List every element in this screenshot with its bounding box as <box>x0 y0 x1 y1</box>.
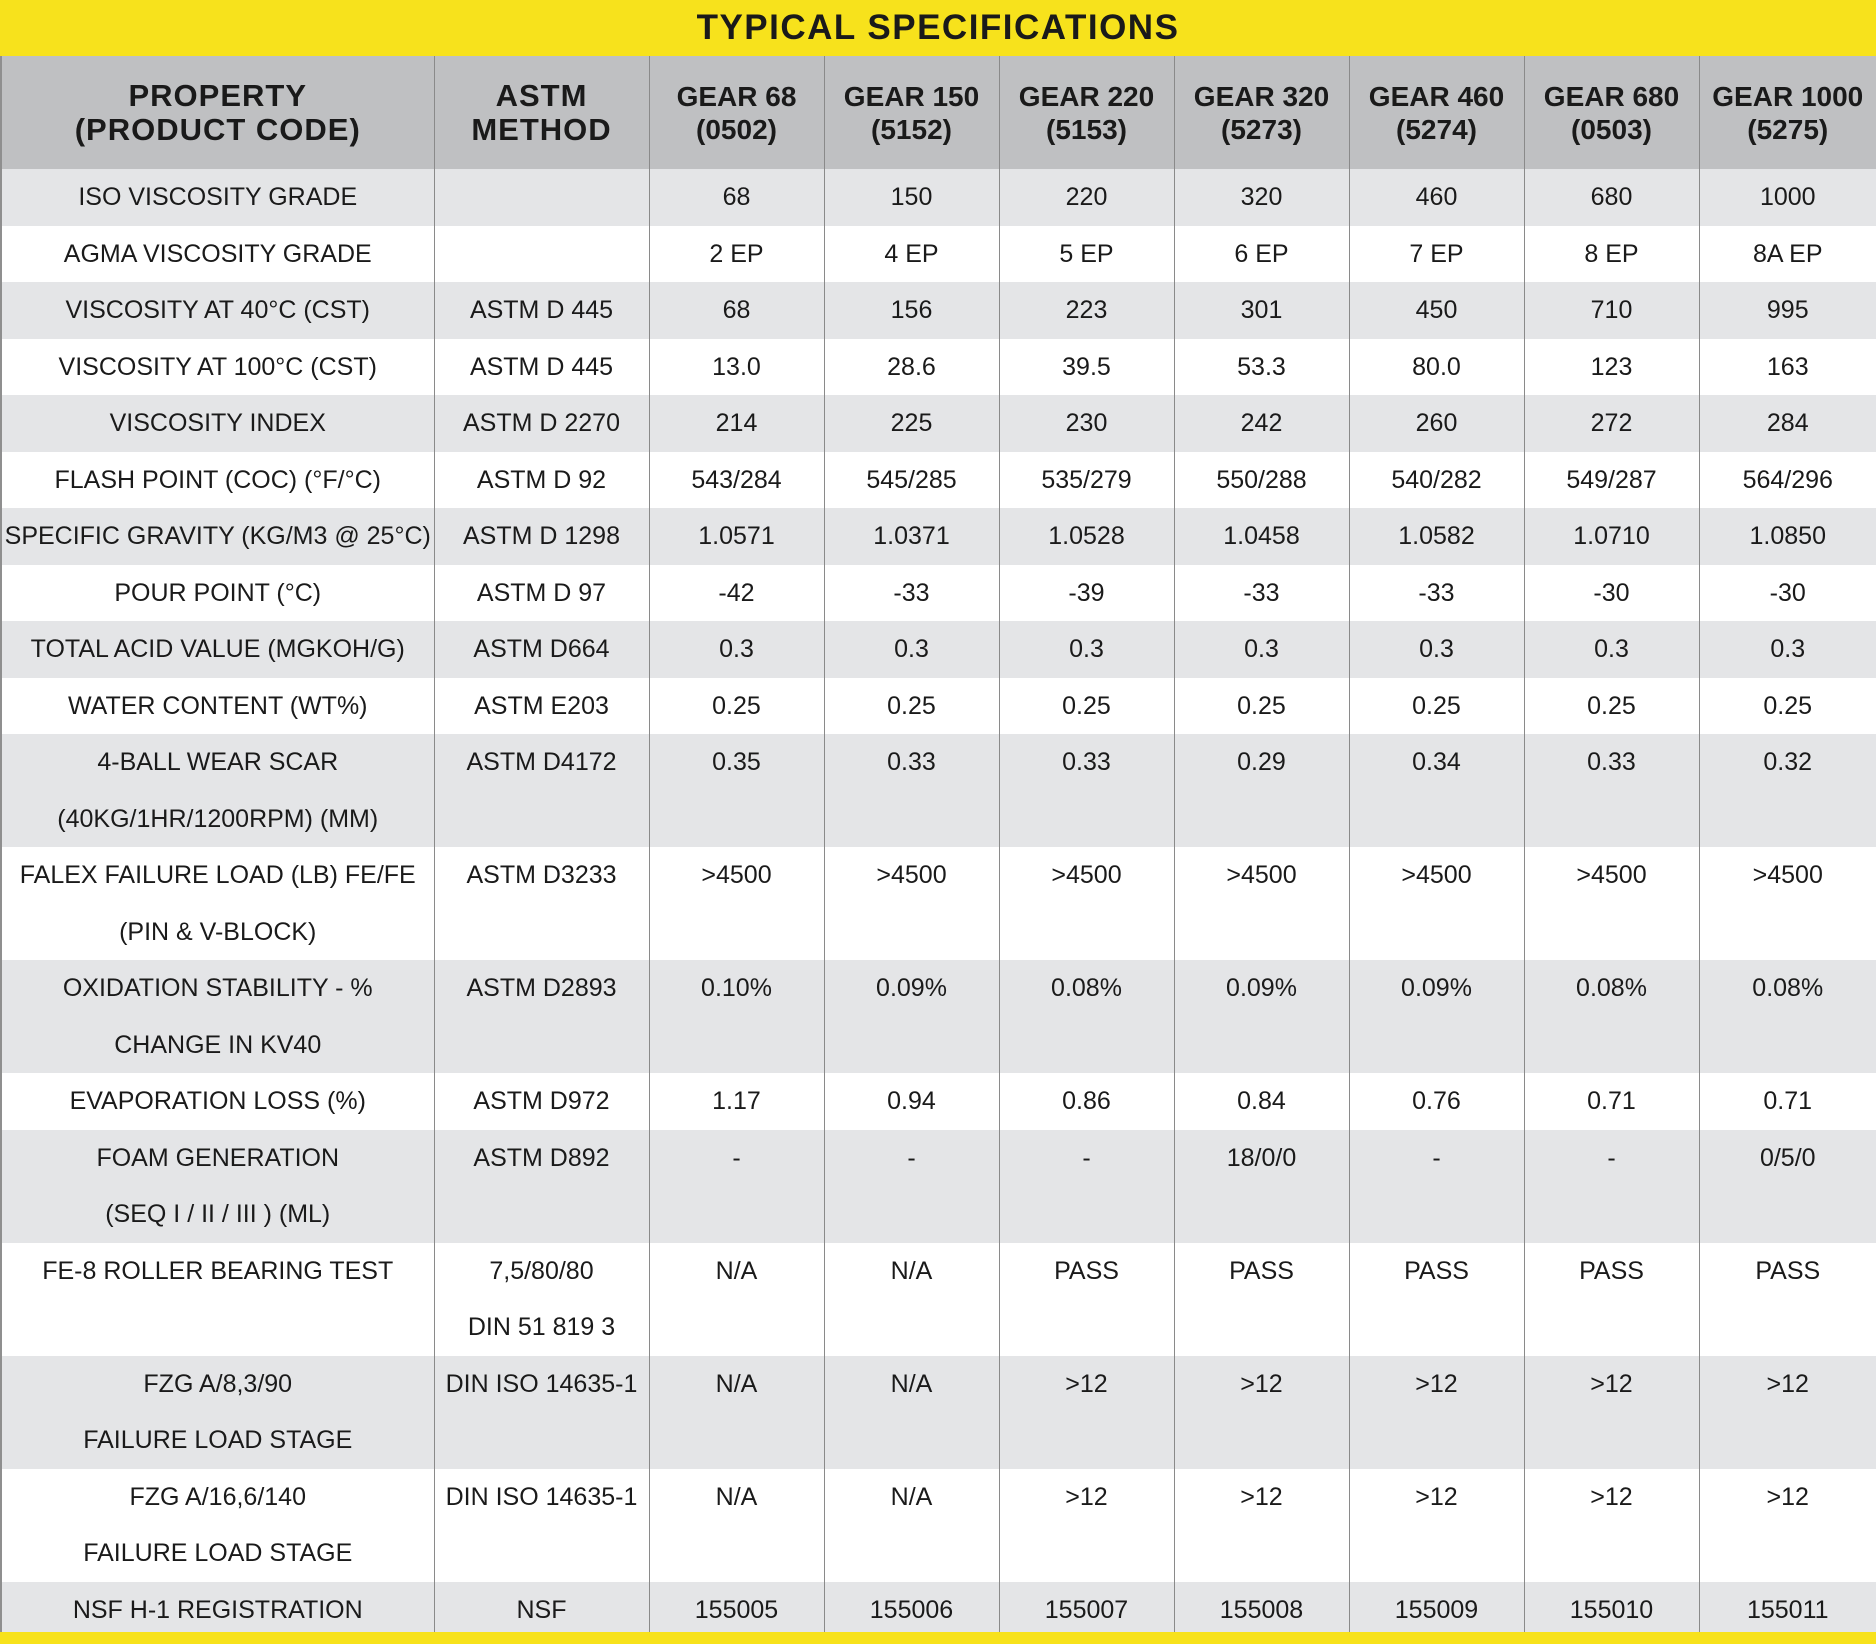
property-cell-line: (40KG/1HR/1200RPM) (MM) <box>57 804 379 833</box>
method-cell <box>434 960 649 1073</box>
method-cell-line: ASTM D 92 <box>476 465 607 494</box>
method-cell-line: ASTM E203 <box>474 691 609 720</box>
value-cell: - <box>1349 1130 1524 1243</box>
header-line: (0502) <box>696 113 777 145</box>
header-line: GEAR 220 <box>1018 80 1155 112</box>
value-cell: -33 <box>1174 565 1349 622</box>
value-cell: 1.0458 <box>1174 508 1349 565</box>
value-cell: N/A <box>649 1469 824 1582</box>
value-cell: >4500 <box>1524 847 1699 960</box>
value-cell: N/A <box>824 1469 999 1582</box>
value-cell: 550/288 <box>1174 452 1349 509</box>
method-cell <box>434 1469 649 1582</box>
value-cell: 1.0571 <box>649 508 824 565</box>
value-cell: >12 <box>1524 1356 1699 1469</box>
value-cell: 1.0528 <box>999 508 1174 565</box>
value-cell: 230 <box>999 395 1174 452</box>
value-cell: 0.09% <box>1174 960 1349 1073</box>
title-bar <box>0 0 1876 56</box>
property-cell-line: FZG A/8,3/90 <box>143 1369 293 1398</box>
header-line: (PRODUCT CODE) <box>74 111 361 147</box>
property-cell <box>1 734 434 847</box>
table-row <box>1 960 1876 1073</box>
value-cell: 0.33 <box>824 734 999 847</box>
property-cell-line: VISCOSITY AT 100°C (CST) <box>58 352 377 381</box>
property-cell-line: FALEX FAILURE LOAD (LB) FE/FE <box>19 861 416 889</box>
table-row <box>1 282 1876 339</box>
value-cell: 0.3 <box>1349 621 1524 678</box>
spec-table <box>0 56 1876 1638</box>
value-cell: >4500 <box>649 847 824 960</box>
value-cell: 535/279 <box>999 452 1174 509</box>
value-cell: 0.25 <box>1524 678 1699 735</box>
value-cell: >4500 <box>1699 847 1876 960</box>
value-cell: 0.09% <box>1349 960 1524 1073</box>
value-cell: PASS <box>1699 1243 1876 1356</box>
method-cell-line: DIN ISO 14635-1 <box>445 1482 638 1511</box>
value-cell: >12 <box>1699 1356 1876 1469</box>
value-cell: 0.3 <box>649 621 824 678</box>
property-cell-line: CHANGE IN KV40 <box>114 1030 322 1059</box>
property-cell-line: VISCOSITY INDEX <box>109 409 326 437</box>
value-cell: 284 <box>1699 395 1876 452</box>
header-line: (5273) <box>1221 113 1302 145</box>
value-cell: 150 <box>824 169 999 226</box>
value-cell: 0.25 <box>1174 678 1349 735</box>
value-cell: >4500 <box>1174 847 1349 960</box>
value-cell: 53.3 <box>1174 339 1349 396</box>
value-cell: 39.5 <box>999 339 1174 396</box>
value-cell: -33 <box>1349 565 1524 622</box>
method-cell <box>434 734 649 847</box>
method-cell <box>434 226 649 283</box>
value-cell: - <box>649 1130 824 1243</box>
value-cell: >12 <box>1174 1356 1349 1469</box>
header-line: (0503) <box>1571 113 1652 145</box>
property-cell <box>1 621 434 678</box>
method-cell-line: 7,5/80/80 <box>489 1256 594 1285</box>
table-row <box>1 1243 1876 1356</box>
value-cell: 8A EP <box>1699 226 1876 283</box>
property-cell <box>1 282 434 339</box>
method-cell <box>434 1073 649 1130</box>
value-cell: 220 <box>999 169 1174 226</box>
value-cell: 155011 <box>1699 1582 1876 1639</box>
value-cell: - <box>1524 1130 1699 1243</box>
property-cell-line: FAILURE LOAD STAGE <box>83 1426 353 1454</box>
value-cell: 5 EP <box>999 226 1174 283</box>
value-cell: 214 <box>649 395 824 452</box>
value-cell: N/A <box>824 1243 999 1356</box>
value-cell: 0.25 <box>999 678 1174 735</box>
value-cell: 320 <box>1174 169 1349 226</box>
method-cell-line: ASTM D972 <box>473 1087 610 1115</box>
value-cell: 0.29 <box>1174 734 1349 847</box>
method-cell-line: ASTM D3233 <box>466 861 617 889</box>
method-cell <box>434 452 649 509</box>
value-cell: 0.08% <box>1699 960 1876 1073</box>
value-cell: >12 <box>1349 1469 1524 1582</box>
value-cell: >4500 <box>824 847 999 960</box>
method-cell <box>434 1130 649 1243</box>
property-cell-line: NSF H-1 REGISTRATION <box>72 1595 363 1624</box>
property-cell-line: VISCOSITY AT 40°C (CST) <box>65 296 371 324</box>
value-cell: 155006 <box>824 1582 999 1639</box>
table-row <box>1 621 1876 678</box>
value-cell: 0.32 <box>1699 734 1876 847</box>
table-row <box>1 508 1876 565</box>
value-cell: >12 <box>999 1469 1174 1582</box>
value-cell: 995 <box>1699 282 1876 339</box>
value-cell: 1.0710 <box>1524 508 1699 565</box>
value-cell: 549/287 <box>1524 452 1699 509</box>
value-cell: 564/296 <box>1699 452 1876 509</box>
value-cell: - <box>824 1130 999 1243</box>
property-cell-line: SPECIFIC GRAVITY (KG/M3 @ 25°C) <box>4 522 431 550</box>
property-cell <box>1 1073 434 1130</box>
value-cell: 460 <box>1349 169 1524 226</box>
value-cell: 260 <box>1349 395 1524 452</box>
method-cell-line: ASTM D2893 <box>466 974 617 1002</box>
method-cell <box>434 678 649 735</box>
property-cell-line: TOTAL ACID VALUE (MGKOH/G) <box>30 635 405 663</box>
header-gear-5 <box>1349 56 1524 169</box>
value-cell: 0.3 <box>1524 621 1699 678</box>
method-cell-line: ASTM D 97 <box>476 578 607 607</box>
header-line: GEAR 68 <box>676 80 797 112</box>
value-cell: 0.25 <box>1699 678 1876 735</box>
value-cell: 155009 <box>1349 1582 1524 1639</box>
value-cell: 543/284 <box>649 452 824 509</box>
method-cell-line: ASTM D 445 <box>469 296 614 324</box>
value-cell: 450 <box>1349 282 1524 339</box>
value-cell: 1.0850 <box>1699 508 1876 565</box>
property-cell <box>1 339 434 396</box>
property-cell-line: POUR POINT (°C) <box>114 578 322 607</box>
method-cell <box>434 1243 649 1356</box>
value-cell: 0.34 <box>1349 734 1524 847</box>
property-cell-line: AGMA VISCOSITY GRADE <box>63 239 372 268</box>
header-line: (5274) <box>1396 113 1477 145</box>
property-cell <box>1 678 434 735</box>
table-row <box>1 565 1876 622</box>
value-cell: 1.17 <box>649 1073 824 1130</box>
value-cell: 0.08% <box>1524 960 1699 1073</box>
value-cell: 13.0 <box>649 339 824 396</box>
value-cell: 0.10% <box>649 960 824 1073</box>
header-line: ASTM <box>495 77 588 113</box>
method-cell-line: NSF <box>516 1595 567 1624</box>
value-cell: 710 <box>1524 282 1699 339</box>
value-cell: 163 <box>1699 339 1876 396</box>
property-cell <box>1 1130 434 1243</box>
property-cell <box>1 1469 434 1582</box>
value-cell: 0.71 <box>1699 1073 1876 1130</box>
property-cell <box>1 960 434 1073</box>
value-cell: 155008 <box>1174 1582 1349 1639</box>
value-cell: 0.3 <box>1699 621 1876 678</box>
property-cell <box>1 169 434 226</box>
table-row <box>1 226 1876 283</box>
value-cell: 272 <box>1524 395 1699 452</box>
value-cell: 155007 <box>999 1582 1174 1639</box>
method-cell <box>434 1582 649 1639</box>
header-line: PROPERTY <box>128 77 308 113</box>
value-cell: 2 EP <box>649 226 824 283</box>
value-cell: 4 EP <box>824 226 999 283</box>
method-cell-line: ASTM D664 <box>473 635 610 663</box>
value-cell: 0.84 <box>1174 1073 1349 1130</box>
property-cell-line: OXIDATION STABILITY - % <box>62 974 373 1002</box>
property-cell <box>1 452 434 509</box>
value-cell: >4500 <box>1349 847 1524 960</box>
value-cell: 68 <box>649 282 824 339</box>
method-cell <box>434 1356 649 1469</box>
value-cell: 1000 <box>1699 169 1876 226</box>
value-cell: - <box>999 1130 1174 1243</box>
value-cell: 0.3 <box>824 621 999 678</box>
value-cell: 545/285 <box>824 452 999 509</box>
value-cell: >12 <box>1349 1356 1524 1469</box>
property-cell-line: 4-BALL WEAR SCAR <box>97 748 339 776</box>
property-cell-line: FZG A/16,6/140 <box>129 1482 306 1511</box>
value-cell: PASS <box>999 1243 1174 1356</box>
header-gear-2 <box>824 56 999 169</box>
table-row <box>1 339 1876 396</box>
header-line: GEAR 1000 <box>1712 80 1864 112</box>
value-cell: 0.3 <box>1174 621 1349 678</box>
header-line: (5153) <box>1046 113 1127 145</box>
value-cell: >12 <box>1524 1469 1699 1582</box>
property-cell <box>1 565 434 622</box>
value-cell: 0.35 <box>649 734 824 847</box>
value-cell: 6 EP <box>1174 226 1349 283</box>
value-cell: PASS <box>1349 1243 1524 1356</box>
header-gear-1 <box>649 56 824 169</box>
value-cell: -39 <box>999 565 1174 622</box>
value-cell: 156 <box>824 282 999 339</box>
property-cell <box>1 1356 434 1469</box>
table-row <box>1 1582 1876 1639</box>
method-cell <box>434 565 649 622</box>
method-cell-line: DIN 51 819 3 <box>467 1313 616 1341</box>
header-method <box>434 56 649 169</box>
property-cell-line: FLASH POINT (COC) (°F/°C) <box>54 465 381 494</box>
value-cell: 223 <box>999 282 1174 339</box>
value-cell: N/A <box>649 1243 824 1356</box>
table-row <box>1 847 1876 960</box>
property-cell-line: EVAPORATION LOSS (%) <box>69 1087 366 1115</box>
header-line: GEAR 680 <box>1543 80 1680 112</box>
page-title: TYPICAL SPECIFICATIONS <box>696 8 1180 47</box>
value-cell: 0.94 <box>824 1073 999 1130</box>
table-row <box>1 1469 1876 1582</box>
property-cell-line: WATER CONTENT (WT%) <box>68 691 368 720</box>
header-property <box>1 56 434 169</box>
property-cell-line: FE-8 ROLLER BEARING TEST <box>42 1256 394 1285</box>
method-cell <box>434 395 649 452</box>
value-cell: 80.0 <box>1349 339 1524 396</box>
table-row <box>1 169 1876 226</box>
value-cell: -33 <box>824 565 999 622</box>
value-cell: 540/282 <box>1349 452 1524 509</box>
value-cell: >4500 <box>999 847 1174 960</box>
table-row <box>1 395 1876 452</box>
value-cell: 0.3 <box>999 621 1174 678</box>
header-line: GEAR 460 <box>1368 80 1505 112</box>
header-line: (5275) <box>1747 113 1829 145</box>
value-cell: -42 <box>649 565 824 622</box>
header-line: GEAR 150 <box>843 80 980 112</box>
value-cell: N/A <box>824 1356 999 1469</box>
method-cell-line: ASTM D4172 <box>466 748 617 776</box>
value-cell: 0.09% <box>824 960 999 1073</box>
value-cell: 0.71 <box>1524 1073 1699 1130</box>
property-cell <box>1 226 434 283</box>
bottom-accent-bar <box>0 1632 1876 1644</box>
method-cell <box>434 169 649 226</box>
table-row <box>1 1073 1876 1130</box>
value-cell: PASS <box>1524 1243 1699 1356</box>
method-cell <box>434 508 649 565</box>
value-cell: 0.76 <box>1349 1073 1524 1130</box>
value-cell: >12 <box>1699 1469 1876 1582</box>
method-cell-line: ASTM D 445 <box>469 352 614 381</box>
value-cell: 0/5/0 <box>1699 1130 1876 1243</box>
value-cell: 0.86 <box>999 1073 1174 1130</box>
table-row <box>1 734 1876 847</box>
value-cell: 8 EP <box>1524 226 1699 283</box>
value-cell: 123 <box>1524 339 1699 396</box>
value-cell: -30 <box>1699 565 1876 622</box>
property-cell <box>1 395 434 452</box>
method-cell-line: ASTM D 2270 <box>462 409 620 437</box>
header-gear-4 <box>1174 56 1349 169</box>
value-cell: >12 <box>999 1356 1174 1469</box>
header-line: METHOD <box>471 111 612 147</box>
property-cell <box>1 1243 434 1356</box>
method-cell <box>434 339 649 396</box>
header-line: (5152) <box>871 113 952 145</box>
value-cell: 18/0/0 <box>1174 1130 1349 1243</box>
header-gear-6 <box>1524 56 1699 169</box>
method-cell-line: ASTM D892 <box>473 1143 610 1172</box>
method-cell-line: ASTM D 1298 <box>462 522 620 550</box>
property-cell-line: FAILURE LOAD STAGE <box>83 1539 353 1567</box>
table-row <box>1 452 1876 509</box>
header-gear-7 <box>1699 56 1876 169</box>
value-cell: 242 <box>1174 395 1349 452</box>
property-cell-line: FOAM GENERATION <box>96 1143 340 1172</box>
value-cell: PASS <box>1174 1243 1349 1356</box>
table-row <box>1 1356 1876 1469</box>
header-line: GEAR 320 <box>1193 80 1330 112</box>
method-cell-line: DIN ISO 14635-1 <box>445 1369 638 1398</box>
value-cell: 0.25 <box>824 678 999 735</box>
value-cell: 0.33 <box>1524 734 1699 847</box>
property-cell <box>1 847 434 960</box>
property-cell-line: (PIN & V-BLOCK) <box>119 917 317 946</box>
value-cell: -30 <box>1524 565 1699 622</box>
table-body <box>1 169 1876 1638</box>
value-cell: 0.08% <box>999 960 1174 1073</box>
value-cell: 28.6 <box>824 339 999 396</box>
table-header-row <box>1 56 1876 169</box>
value-cell: 1.0371 <box>824 508 999 565</box>
property-cell <box>1 508 434 565</box>
value-cell: 0.25 <box>649 678 824 735</box>
value-cell: 0.25 <box>1349 678 1524 735</box>
method-cell <box>434 282 649 339</box>
value-cell: 680 <box>1524 169 1699 226</box>
value-cell: N/A <box>649 1356 824 1469</box>
property-cell-line: (SEQ I / II / III ) (ML) <box>105 1200 331 1228</box>
value-cell: 0.33 <box>999 734 1174 847</box>
table-row <box>1 678 1876 735</box>
method-cell <box>434 621 649 678</box>
value-cell: >12 <box>1174 1469 1349 1582</box>
value-cell: 68 <box>649 169 824 226</box>
method-cell <box>434 847 649 960</box>
value-cell: 1.0582 <box>1349 508 1524 565</box>
header-gear-3 <box>999 56 1174 169</box>
value-cell: 7 EP <box>1349 226 1524 283</box>
table-row <box>1 1130 1876 1243</box>
property-cell-line: ISO VISCOSITY GRADE <box>78 183 358 211</box>
value-cell: 301 <box>1174 282 1349 339</box>
property-cell <box>1 1582 434 1639</box>
value-cell: 155005 <box>649 1582 824 1639</box>
value-cell: 225 <box>824 395 999 452</box>
value-cell: 155010 <box>1524 1582 1699 1639</box>
